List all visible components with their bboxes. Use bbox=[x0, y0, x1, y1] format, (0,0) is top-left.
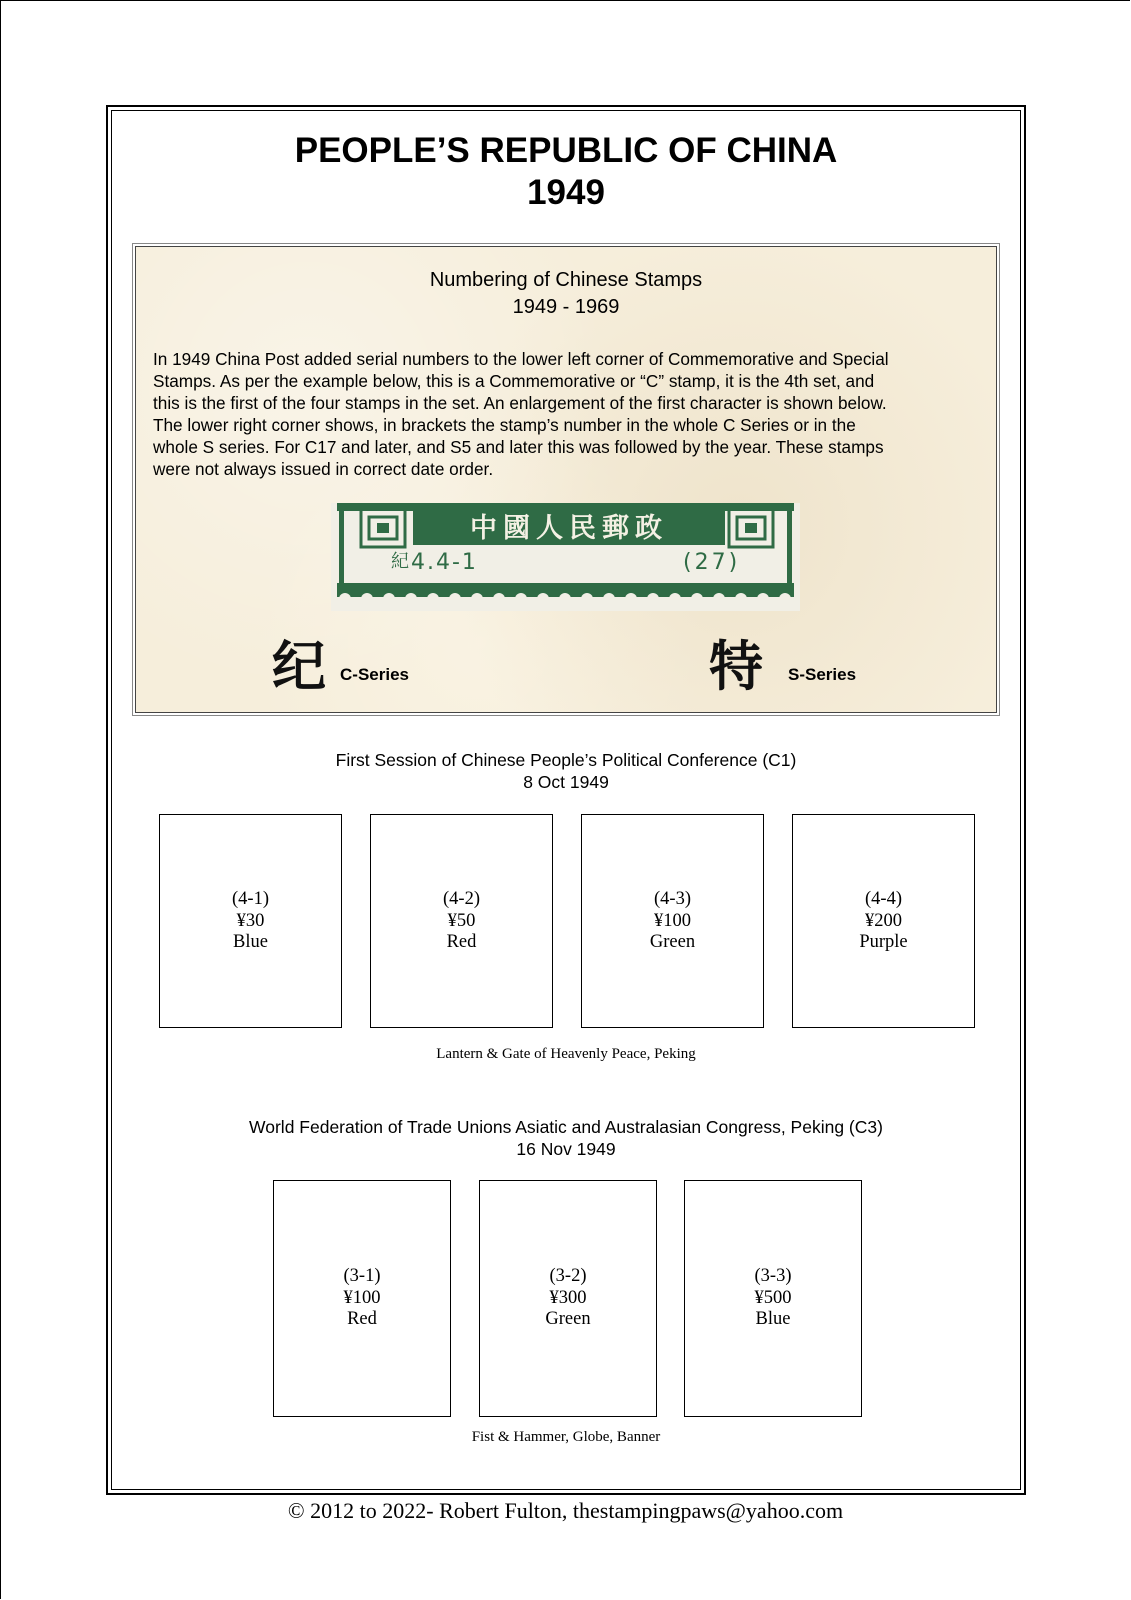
stamp-serial-char: 紀 bbox=[391, 551, 409, 572]
info-line: In 1949 China Post added serial numbers to the lower left corner of Commemorative and Special bbox=[153, 349, 889, 369]
stamp-number: (3-3) bbox=[754, 1266, 792, 1286]
page-title-year: 1949 bbox=[527, 173, 605, 212]
stamp-bracket-number: (27) bbox=[683, 550, 741, 575]
set1-caption: Lantern & Gate of Heavenly Peace, Peking bbox=[436, 1046, 696, 1062]
stamp-color: Blue bbox=[233, 932, 268, 952]
stamp-value: ¥300 bbox=[549, 1287, 587, 1308]
stamp-banner-text: 中國人民郵政 bbox=[470, 513, 668, 544]
info-paragraph bbox=[153, 348, 983, 480]
stamp-color: Green bbox=[545, 1309, 591, 1329]
s-series-character: 特 bbox=[709, 635, 763, 698]
set2-title: World Federation of Trade Unions Asiatic and Australasian Congress, Peking (C3) bbox=[249, 1117, 883, 1137]
info-heading bbox=[136, 267, 996, 321]
stamp-color: Purple bbox=[859, 932, 908, 952]
stamp-value: ¥50 bbox=[447, 910, 476, 931]
numbering-info-box bbox=[135, 246, 997, 713]
stamp-space bbox=[479, 1180, 657, 1417]
stamp-space bbox=[159, 814, 342, 1028]
stamp-color: Red bbox=[347, 1309, 377, 1329]
stamp-number: (4-2) bbox=[443, 889, 480, 909]
info-line: this is the first of the four stamps in the set. An enlargement of the first character is shown below. bbox=[153, 393, 887, 413]
c-series-label: C-Series bbox=[340, 665, 409, 684]
info-line: Stamps. As per the example below, this is a Commemorative or “C” stamp, it is the 4th set, and bbox=[153, 371, 875, 391]
stamp-space bbox=[792, 814, 975, 1028]
set2-caption: Fist & Hammer, Globe, Banner bbox=[471, 1429, 661, 1445]
stamp-color: Red bbox=[446, 932, 477, 952]
stamp-value: ¥500 bbox=[754, 1287, 792, 1308]
set2-heading bbox=[111, 1116, 1021, 1160]
stamp-color: Blue bbox=[755, 1309, 791, 1329]
info-heading-years: 1949 - 1969 bbox=[512, 296, 620, 318]
stamp-corner-enlargement bbox=[331, 503, 800, 611]
s-series-label: S-Series bbox=[788, 665, 857, 684]
info-line: The lower right corner shows, in brackets the stamp’s number in the whole C Series or in the bbox=[153, 415, 856, 435]
stamp-value: ¥30 bbox=[236, 910, 265, 931]
stamp-space bbox=[273, 1180, 451, 1417]
page-title bbox=[111, 130, 1021, 214]
stamp-value: ¥100 bbox=[654, 910, 691, 931]
set2-date: 16 Nov 1949 bbox=[516, 1139, 616, 1159]
stamp-color: Green bbox=[649, 932, 696, 952]
stamp-value: ¥200 bbox=[865, 910, 902, 931]
info-heading-title: Numbering of Chinese Stamps bbox=[429, 269, 703, 291]
stamp-value: ¥100 bbox=[343, 1287, 381, 1308]
set1-date: 8 Oct 1949 bbox=[523, 772, 609, 792]
stamp-space bbox=[581, 814, 764, 1028]
stamp-number: (4-4) bbox=[865, 889, 902, 909]
copyright-footer: © 2012 to 2022- Robert Fulton, thestampingpaws@yahoo.com bbox=[287, 1498, 844, 1523]
page-title-country: PEOPLE’S REPUBLIC OF CHINA bbox=[294, 131, 838, 170]
c-series-character: 纪 bbox=[272, 635, 326, 698]
stamp-serial-number: 4.4-1 bbox=[411, 550, 478, 575]
info-line: were not always issued in correct date order. bbox=[153, 459, 494, 479]
stamp-number: (4-3) bbox=[654, 889, 691, 909]
stamp-space bbox=[370, 814, 553, 1028]
stamp-space bbox=[684, 1180, 862, 1417]
stamp-number: (3-2) bbox=[549, 1266, 587, 1286]
info-line: whole S series. For C17 and later, and S5 and later this was followed by the year. These stamps bbox=[153, 437, 884, 457]
set1-heading bbox=[111, 749, 1021, 793]
set1-title: First Session of Chinese People’s Political Conference (C1) bbox=[335, 750, 797, 770]
stamp-number: (3-1) bbox=[343, 1266, 381, 1286]
stamp-number: (4-1) bbox=[232, 889, 269, 909]
